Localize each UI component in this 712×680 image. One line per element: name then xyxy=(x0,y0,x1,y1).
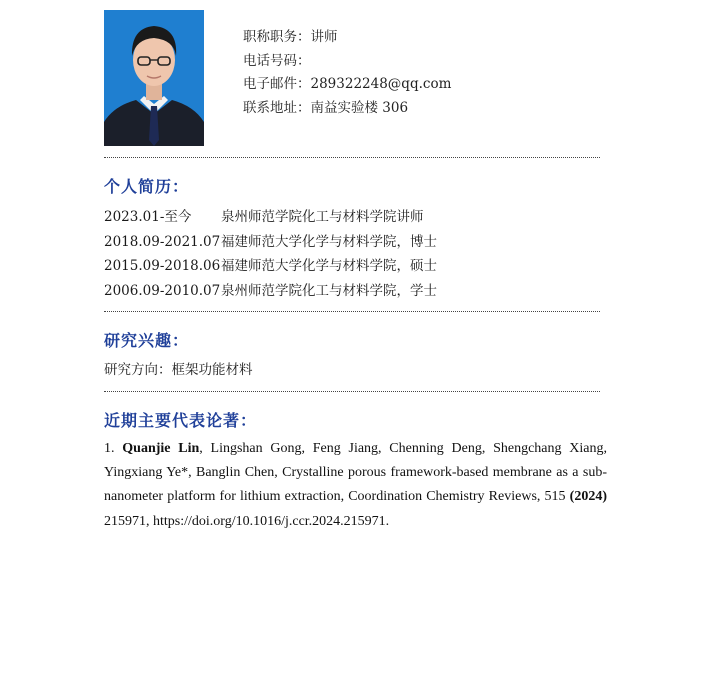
portrait-image xyxy=(104,10,204,146)
resume-item xyxy=(104,205,437,230)
resume-desc: 泉州师范学院化工与材料学院讲师 xyxy=(221,209,424,225)
resume-list xyxy=(104,205,437,303)
divider-2 xyxy=(104,311,600,312)
resume-desc: 福建师范大学化学与材料学院，博士 xyxy=(221,233,437,250)
divider-1 xyxy=(104,157,600,158)
phone-row xyxy=(243,50,451,74)
resume-item xyxy=(104,230,437,255)
resume-date: 2023.01-至今 xyxy=(104,209,192,225)
title-label: 职称职务： xyxy=(243,29,311,45)
profile-photo xyxy=(104,10,204,146)
paper-body: , Lingshan Gong, Feng Jiang, Chenning Deng, Shengchang Xiang, Yingxiang Ye*, Banglin Chen, Crystalline porous framework-based membrane as a sub-nanometer platform for lithium extraction, Coordination Chemistry Reviews, 515 xyxy=(104,441,607,505)
address-label: 联系地址： xyxy=(243,99,311,116)
resume-date: 2015.09-2018.06 xyxy=(104,258,221,275)
email-value[interactable]: 289322248@qq.com xyxy=(310,76,452,92)
resume-item xyxy=(104,254,437,279)
resume-desc: 福建师范大学化学与材料学院，硕士 xyxy=(221,258,437,275)
resume-date: 2006.09-2010.07 xyxy=(104,282,221,299)
paper-index: 1. xyxy=(104,441,115,456)
interest-text: 研究方向：框架功能材料 xyxy=(104,362,253,378)
resume-heading: 个人简历： xyxy=(104,177,190,196)
resume-item xyxy=(104,279,437,304)
paper-doi[interactable]: 215971, https://doi.org/10.1016/j.ccr.2024.215971. xyxy=(104,513,390,529)
paper-year: (2024) xyxy=(569,489,607,505)
interest-heading: 研究兴趣： xyxy=(104,331,190,350)
title-row xyxy=(243,26,451,50)
paper-citation xyxy=(104,437,607,534)
contact-info xyxy=(243,26,451,120)
paper-first-author: Quanjie Lin xyxy=(122,441,200,456)
email-row xyxy=(243,73,451,97)
resume-date: 2018.09-2021.07 xyxy=(104,233,221,250)
divider-3 xyxy=(104,391,600,392)
title-value: 讲师 xyxy=(310,29,338,45)
address-row xyxy=(243,97,451,121)
resume-desc: 泉州师范学院化工与材料学院，学士 xyxy=(221,282,437,299)
address-value: 南益实验楼 306 xyxy=(310,99,409,116)
papers-heading: 近期主要代表论著： xyxy=(104,411,258,430)
email-label: 电子邮件： xyxy=(243,76,311,92)
phone-label: 电话号码： xyxy=(243,52,311,69)
